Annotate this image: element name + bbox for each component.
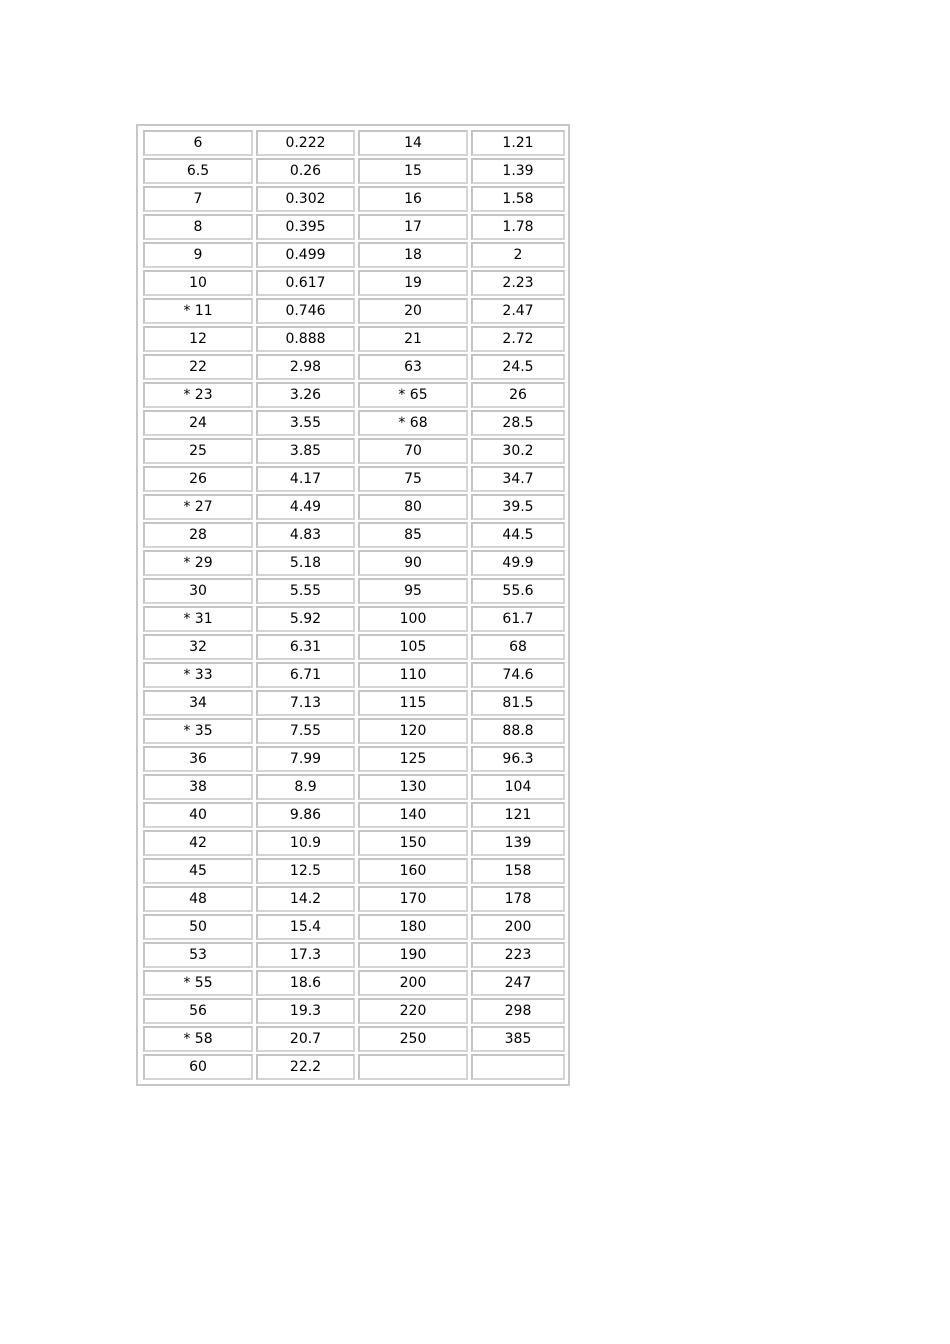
data-table	[140, 128, 568, 1082]
table-cell: 12	[143, 326, 253, 352]
table-row	[143, 746, 565, 772]
table-cell: 49.9	[471, 550, 565, 576]
table-cell: 160	[358, 858, 468, 884]
table-cell: 105	[358, 634, 468, 660]
table-cell: 220	[358, 998, 468, 1024]
table-cell: 75	[358, 466, 468, 492]
table-cell: 100	[358, 606, 468, 632]
table-cell: 190	[358, 942, 468, 968]
table-cell: 298	[471, 998, 565, 1024]
table-cell: 68	[471, 634, 565, 660]
table-cell: 121	[471, 802, 565, 828]
table-cell: * 68	[358, 410, 468, 436]
table-cell: 120	[358, 718, 468, 744]
table-cell: 90	[358, 550, 468, 576]
table-row	[143, 354, 565, 380]
table-cell: 5.18	[256, 550, 355, 576]
table-row	[143, 914, 565, 940]
table-cell: 0.499	[256, 242, 355, 268]
table-cell: 80	[358, 494, 468, 520]
table-cell: 60	[143, 1054, 253, 1080]
table-cell: 170	[358, 886, 468, 912]
table-row	[143, 634, 565, 660]
table-row	[143, 186, 565, 212]
table-cell: 250	[358, 1026, 468, 1052]
table-cell: 8.9	[256, 774, 355, 800]
table-cell: 4.49	[256, 494, 355, 520]
table-cell: 104	[471, 774, 565, 800]
table-cell: * 29	[143, 550, 253, 576]
table-cell: 1.58	[471, 186, 565, 212]
table-cell: 18.6	[256, 970, 355, 996]
table-cell: * 27	[143, 494, 253, 520]
table-cell: 6.71	[256, 662, 355, 688]
table-cell: 50	[143, 914, 253, 940]
table-cell: 39.5	[471, 494, 565, 520]
table-cell: * 31	[143, 606, 253, 632]
table-cell: 6.5	[143, 158, 253, 184]
table-row	[143, 690, 565, 716]
table-cell: 7.55	[256, 718, 355, 744]
table-cell: 3.85	[256, 438, 355, 464]
table-cell: 34.7	[471, 466, 565, 492]
table-cell: 0.746	[256, 298, 355, 324]
table-cell: 2.72	[471, 326, 565, 352]
table-cell: 139	[471, 830, 565, 856]
table-cell: 10.9	[256, 830, 355, 856]
table-cell: 2.98	[256, 354, 355, 380]
table-row	[143, 326, 565, 352]
table-cell: 158	[471, 858, 565, 884]
table-cell: 200	[471, 914, 565, 940]
table-cell: 125	[358, 746, 468, 772]
table-cell: 24.5	[471, 354, 565, 380]
table-cell: 140	[358, 802, 468, 828]
table-cell: 55.6	[471, 578, 565, 604]
table-cell: 3.55	[256, 410, 355, 436]
table-cell: 44.5	[471, 522, 565, 548]
table-cell: * 11	[143, 298, 253, 324]
table-cell: 1.78	[471, 214, 565, 240]
table-cell: 14	[358, 130, 468, 156]
table-cell: 45	[143, 858, 253, 884]
table-row	[143, 214, 565, 240]
table-cell: 30.2	[471, 438, 565, 464]
table-cell: * 35	[143, 718, 253, 744]
table-cell: 180	[358, 914, 468, 940]
table-cell: 95	[358, 578, 468, 604]
table-cell: 22.2	[256, 1054, 355, 1080]
table-cell: 110	[358, 662, 468, 688]
table-cell: 6	[143, 130, 253, 156]
table-cell: * 33	[143, 662, 253, 688]
table-cell: 85	[358, 522, 468, 548]
table-cell: 42	[143, 830, 253, 856]
table-cell: 0.26	[256, 158, 355, 184]
table-cell: 12.5	[256, 858, 355, 884]
table-cell: 2.23	[471, 270, 565, 296]
table-cell: 1.39	[471, 158, 565, 184]
table-row	[143, 270, 565, 296]
table-cell: 16	[358, 186, 468, 212]
table-cell: 178	[471, 886, 565, 912]
table-cell: 96.3	[471, 746, 565, 772]
table-cell: * 55	[143, 970, 253, 996]
table-row	[143, 970, 565, 996]
table-cell: 223	[471, 942, 565, 968]
table-cell: 40	[143, 802, 253, 828]
table-row	[143, 438, 565, 464]
table-cell: 115	[358, 690, 468, 716]
table-cell: 17	[358, 214, 468, 240]
table-cell: 0.222	[256, 130, 355, 156]
table-row	[143, 830, 565, 856]
table-row	[143, 578, 565, 604]
table-cell: 6.31	[256, 634, 355, 660]
table-cell: 25	[143, 438, 253, 464]
table-row	[143, 606, 565, 632]
table-cell: 61.7	[471, 606, 565, 632]
table-cell: 63	[358, 354, 468, 380]
table-cell: 247	[471, 970, 565, 996]
table-cell: 0.617	[256, 270, 355, 296]
table-cell: 74.6	[471, 662, 565, 688]
table-body	[143, 130, 565, 1080]
table-cell: 38	[143, 774, 253, 800]
table-cell: 10	[143, 270, 253, 296]
table-row	[143, 886, 565, 912]
table-cell: 4.17	[256, 466, 355, 492]
table-row	[143, 298, 565, 324]
table-row	[143, 802, 565, 828]
table-cell: 26	[471, 382, 565, 408]
table-cell: 28	[143, 522, 253, 548]
table-row	[143, 718, 565, 744]
table-row	[143, 1054, 565, 1080]
table-cell: 0.395	[256, 214, 355, 240]
table-cell: 28.5	[471, 410, 565, 436]
table-row	[143, 774, 565, 800]
table-cell: 88.8	[471, 718, 565, 744]
table-cell: 81.5	[471, 690, 565, 716]
table-cell: 32	[143, 634, 253, 660]
table-row	[143, 382, 565, 408]
table-cell: 21	[358, 326, 468, 352]
table-cell: 7.99	[256, 746, 355, 772]
table-row	[143, 158, 565, 184]
table-cell: 17.3	[256, 942, 355, 968]
table-cell	[471, 1054, 565, 1080]
table-cell: 8	[143, 214, 253, 240]
table-cell: 7	[143, 186, 253, 212]
table-row	[143, 522, 565, 548]
table-cell: 5.92	[256, 606, 355, 632]
table-cell: * 65	[358, 382, 468, 408]
table-row	[143, 550, 565, 576]
table-cell: 2	[471, 242, 565, 268]
table-cell: 19	[358, 270, 468, 296]
table-row	[143, 1026, 565, 1052]
table-cell: 70	[358, 438, 468, 464]
table-cell: 3.26	[256, 382, 355, 408]
table-cell: 4.83	[256, 522, 355, 548]
table-cell: 15	[358, 158, 468, 184]
table-cell: 0.302	[256, 186, 355, 212]
table-cell: 19.3	[256, 998, 355, 1024]
table-cell: 15.4	[256, 914, 355, 940]
data-table-container	[136, 124, 570, 1086]
table-cell: 22	[143, 354, 253, 380]
table-row	[143, 494, 565, 520]
table-cell: 34	[143, 690, 253, 716]
table-cell: 200	[358, 970, 468, 996]
table-cell: 5.55	[256, 578, 355, 604]
table-cell	[358, 1054, 468, 1080]
table-cell: 20.7	[256, 1026, 355, 1052]
table-cell: 9.86	[256, 802, 355, 828]
table-row	[143, 662, 565, 688]
table-cell: 385	[471, 1026, 565, 1052]
table-cell: 26	[143, 466, 253, 492]
table-cell: 7.13	[256, 690, 355, 716]
table-cell: 0.888	[256, 326, 355, 352]
table-row	[143, 242, 565, 268]
table-cell: 150	[358, 830, 468, 856]
table-cell: * 23	[143, 382, 253, 408]
table-cell: 36	[143, 746, 253, 772]
table-cell: 24	[143, 410, 253, 436]
table-row	[143, 130, 565, 156]
table-cell: 48	[143, 886, 253, 912]
table-row	[143, 410, 565, 436]
table-cell: 2.47	[471, 298, 565, 324]
table-row	[143, 942, 565, 968]
table-cell: * 58	[143, 1026, 253, 1052]
table-cell: 56	[143, 998, 253, 1024]
table-cell: 18	[358, 242, 468, 268]
table-cell: 30	[143, 578, 253, 604]
table-cell: 20	[358, 298, 468, 324]
table-cell: 9	[143, 242, 253, 268]
table-cell: 130	[358, 774, 468, 800]
table-row	[143, 466, 565, 492]
table-cell: 1.21	[471, 130, 565, 156]
table-row	[143, 998, 565, 1024]
table-row	[143, 858, 565, 884]
table-cell: 53	[143, 942, 253, 968]
table-cell: 14.2	[256, 886, 355, 912]
